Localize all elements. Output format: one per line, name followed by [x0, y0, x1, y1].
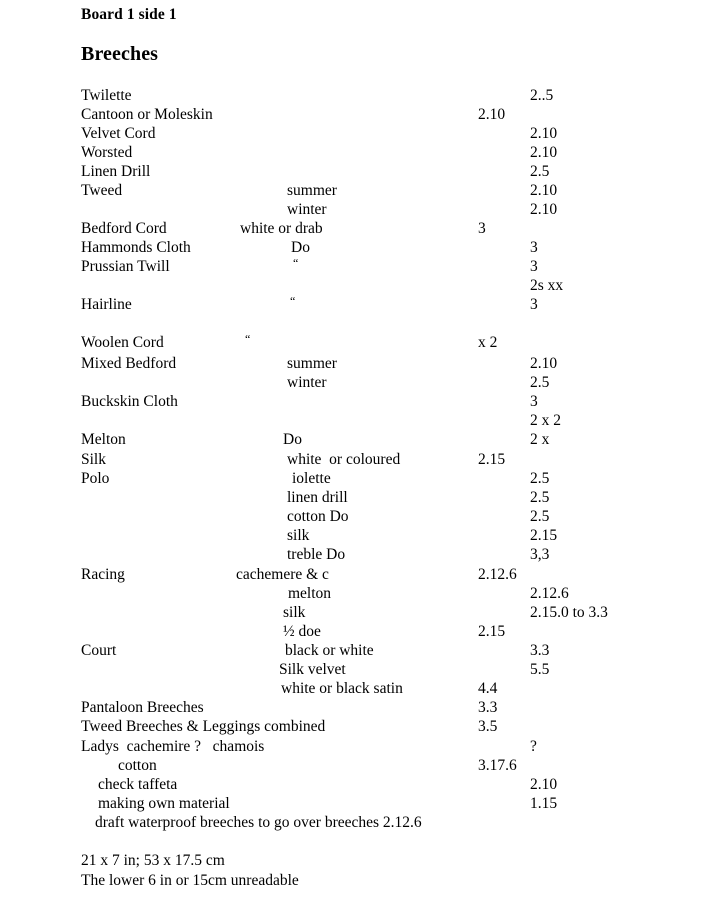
row-price-secondary: 3	[530, 393, 538, 410]
table-row	[0, 660, 720, 679]
row-item-label: Mixed Bedford	[81, 355, 177, 372]
row-description: Silk velvet	[279, 661, 346, 678]
table-row	[0, 354, 720, 373]
table-row	[0, 373, 720, 392]
table-row	[0, 392, 720, 411]
row-price-secondary: 2..5	[530, 87, 554, 104]
row-description: white or drab	[240, 220, 323, 237]
row-price-secondary: 2.15.0 to 3.3	[530, 604, 608, 621]
row-description: white or black satin	[281, 680, 403, 697]
footer-dimensions: 21 x 7 in; 53 x 17.5 cm	[81, 852, 225, 869]
row-price-primary: 3.3	[478, 699, 498, 716]
row-price-secondary: 3	[530, 258, 538, 275]
row-price-secondary: 2.10	[530, 355, 558, 372]
row-price-secondary: 5.5	[530, 661, 550, 678]
row-item-label: check taffeta	[98, 776, 178, 793]
row-description: silk	[283, 604, 306, 621]
row-item-label: Cantoon or Moleskin	[81, 106, 213, 123]
row-price-secondary: 3	[530, 239, 538, 256]
row-price-primary: 2.12.6	[478, 566, 517, 583]
table-row	[0, 603, 720, 622]
row-price-secondary: 2.10	[530, 776, 558, 793]
table-row	[0, 219, 720, 238]
table-row	[0, 257, 720, 276]
table-row	[0, 813, 720, 832]
row-price-secondary: 2 x	[530, 431, 550, 448]
row-item-label: Ladys cachemire ? chamois	[81, 738, 265, 755]
row-item-label: Court	[81, 642, 117, 659]
row-description: summer	[287, 182, 337, 199]
table-row	[0, 124, 720, 143]
row-item-label: making own material	[98, 795, 230, 812]
row-price-secondary: 2.5	[530, 374, 550, 391]
ditto-quote-mark: “	[290, 294, 296, 308]
row-description: winter	[287, 201, 327, 218]
table-row	[0, 143, 720, 162]
row-price-primary: 2.15	[478, 451, 506, 468]
table-row	[0, 181, 720, 200]
row-price-secondary: 2.5	[530, 163, 550, 180]
table-row	[0, 333, 720, 352]
row-price-primary: 3	[478, 220, 486, 237]
row-price-secondary: 2.10	[530, 144, 558, 161]
table-row	[0, 584, 720, 603]
row-price-secondary: 2s xx	[530, 277, 564, 294]
row-description: Do	[283, 431, 302, 448]
row-item-label: Twilette	[81, 87, 132, 104]
row-price-primary: 2.15	[478, 623, 506, 640]
row-item-label: Hairline	[81, 296, 132, 313]
table-row	[0, 450, 720, 469]
table-row	[0, 411, 720, 430]
row-item-label: Bedford Cord	[81, 220, 167, 237]
board-title: Board 1 side 1	[81, 6, 177, 23]
table-row	[0, 162, 720, 181]
row-price-secondary: 3.3	[530, 642, 550, 659]
row-description: summer	[287, 355, 337, 372]
row-item-label: Linen Drill	[81, 163, 151, 180]
row-price-secondary: 2.10	[530, 182, 558, 199]
table-row	[0, 794, 720, 813]
row-item-label: Hammonds Cloth	[81, 239, 191, 256]
row-item-label: Velvet Cord	[81, 125, 156, 142]
row-price-primary: 3.17.6	[478, 757, 517, 774]
table-row	[0, 775, 720, 794]
table-row	[0, 565, 720, 584]
table-row	[0, 756, 720, 775]
row-item-label: Tweed Breeches & Leggings combined	[81, 718, 326, 735]
row-price-primary: 4.4	[478, 680, 498, 697]
row-item-label: cotton	[118, 757, 157, 774]
row-item-label: Silk	[81, 451, 106, 468]
row-price-secondary: 2.10	[530, 125, 558, 142]
table-row	[0, 430, 720, 449]
table-row	[0, 526, 720, 545]
table-row	[0, 507, 720, 526]
ditto-quote-mark: “	[293, 256, 299, 270]
row-item-label: Polo	[81, 470, 110, 487]
table-row	[0, 295, 720, 314]
row-price-primary: x 2	[478, 334, 498, 351]
row-item-label: Worsted	[81, 144, 133, 161]
row-price-secondary: 2 x 2	[530, 412, 561, 429]
table-row	[0, 545, 720, 564]
row-description: iolette	[292, 470, 331, 487]
ditto-quote-mark: “	[245, 332, 251, 346]
row-price-secondary: 2.15	[530, 527, 558, 544]
row-description: black or white	[285, 642, 374, 659]
table-row	[0, 200, 720, 219]
row-description: cotton Do	[287, 508, 349, 525]
row-price-primary: 3.5	[478, 718, 498, 735]
row-item-label: Melton	[81, 431, 126, 448]
row-price-secondary: 2.5	[530, 489, 550, 506]
row-price-secondary: 2.12.6	[530, 585, 569, 602]
table-row	[0, 737, 720, 756]
row-price-secondary: 3,3	[530, 546, 550, 563]
row-description: linen drill	[287, 489, 348, 506]
row-description: white or coloured	[287, 451, 401, 468]
row-price-secondary: 1.15	[530, 795, 558, 812]
table-row	[0, 488, 720, 507]
row-price-secondary: 3	[530, 296, 538, 313]
row-item-label: Woolen Cord	[81, 334, 164, 351]
row-description: winter	[287, 374, 327, 391]
page-title: Breeches	[81, 43, 159, 65]
row-item-label: Tweed	[81, 182, 123, 199]
row-description: melton	[288, 585, 332, 602]
row-price-primary: 2.10	[478, 106, 506, 123]
row-price-secondary: 2.10	[530, 201, 558, 218]
row-price-secondary: 2.5	[530, 470, 550, 487]
table-row	[0, 679, 720, 698]
row-item-label: Pantaloon Breeches	[81, 699, 204, 716]
table-row	[0, 622, 720, 641]
table-row	[0, 641, 720, 660]
table-row	[0, 469, 720, 488]
row-price-secondary: ?	[530, 738, 537, 755]
row-item-label: Buckskin Cloth	[81, 393, 178, 410]
row-price-secondary: 2.5	[530, 508, 550, 525]
row-item-label: Racing	[81, 566, 125, 583]
row-item-label: draft waterproof breeches to go over breeches 2.12.6	[95, 814, 422, 831]
row-description: silk	[287, 527, 310, 544]
row-description: ½ doe	[283, 623, 321, 640]
row-item-label: Prussian Twill	[81, 258, 170, 275]
table-row	[0, 698, 720, 717]
table-row	[0, 717, 720, 736]
table-row	[0, 86, 720, 105]
row-description: Do	[291, 239, 310, 256]
row-description: treble Do	[287, 546, 346, 563]
table-row	[0, 105, 720, 124]
row-description: cachemere & c	[236, 566, 329, 583]
footer-note: The lower 6 in or 15cm unreadable	[81, 872, 299, 889]
